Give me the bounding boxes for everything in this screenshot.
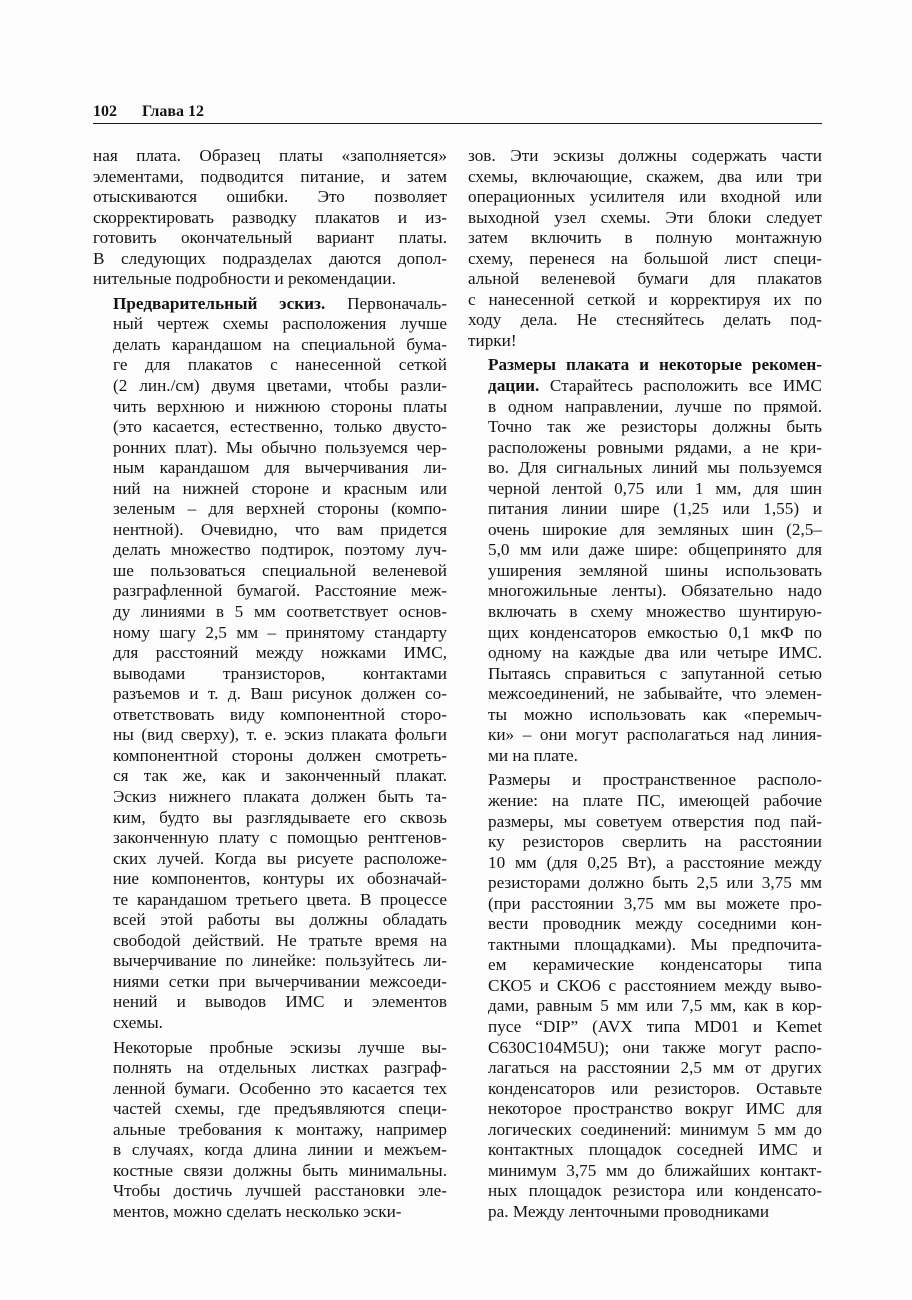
text-line: ний на нижней стороне и красным или bbox=[113, 478, 447, 498]
text-line: схемы. bbox=[113, 1012, 163, 1032]
text-line: костные связи должны быть минимальны. bbox=[113, 1160, 447, 1180]
text-line: ному шагу 2,5 мм – принятому стандарту bbox=[113, 622, 447, 642]
text-line: некоторое пространство вокруг ИМС для bbox=[488, 1099, 822, 1119]
text-line: ответствовать виду компонентной сторо- bbox=[113, 704, 447, 724]
text-line: полнять на отдельных листках разграф- bbox=[113, 1058, 447, 1078]
text-line: межсоединений, не забывайте, что элемен- bbox=[488, 684, 822, 704]
text-line: пусе “DIP” (AVX типа MD01 и Kemet bbox=[488, 1016, 822, 1036]
text-line: ная плата. Образец платы «заполняется» bbox=[93, 146, 447, 165]
paragraph-spatial-layout bbox=[468, 770, 822, 1222]
text-line: уширения земляной шины использовать bbox=[488, 560, 822, 580]
text-line: разграфленной бумагой. Расстояние меж- bbox=[113, 581, 447, 601]
text-line: свободой действий. Не тратьте время на bbox=[113, 930, 447, 950]
text-line: питания линии шире (1,25 или 1,55) и bbox=[488, 499, 822, 519]
text-line: (2 лин./см) двумя цветами, чтобы разли- bbox=[113, 376, 447, 396]
text-line: Размеры и пространственное располо- bbox=[488, 770, 822, 790]
paragraph-preliminary-sketch bbox=[93, 294, 447, 1034]
text-line: в одном направлении, лучше по прямой. bbox=[488, 396, 822, 416]
text-line: ным карандашом для вычерчивания ли- bbox=[113, 458, 447, 478]
text-line: В следующих подразделах даются допол- bbox=[93, 248, 447, 268]
text-line: делать карандашом на специальной бума- bbox=[113, 334, 447, 354]
text-line: операционных усилителя или входной или bbox=[468, 187, 822, 207]
text-line: конденсаторов или резисторов. Оставьте bbox=[488, 1078, 822, 1098]
text-line: схемы, включающие, скажем, два или три bbox=[468, 166, 822, 186]
text-line: затем включить в полную монтажную bbox=[468, 228, 822, 248]
text-line: ментов, можно сделать несколько эски- bbox=[113, 1201, 402, 1221]
text-line: многожильные ленты). Обязательно надо bbox=[488, 581, 822, 601]
text-line: (это касается, естественно, только двусто- bbox=[113, 417, 447, 437]
paragraph-trial-sketches bbox=[93, 1038, 447, 1223]
text-line: ду линиями в 5 мм соответствует основ- bbox=[113, 602, 447, 622]
text-line: 5,0 мм или даже шире: общепринято для bbox=[488, 540, 822, 560]
text-line: элементами, подводится питание, и затем bbox=[93, 166, 447, 186]
text-line: выводами транзисторов, контактами bbox=[113, 663, 447, 683]
text-line: разъемов и т. д. Ваш рисунок должен со- bbox=[113, 684, 447, 704]
text-line: (при расстоянии 3,75 мм вы можете про- bbox=[488, 893, 822, 913]
text-line: включать в схему множество шунтирую- bbox=[488, 602, 822, 622]
text-line: ше пользоваться специальной веленевой bbox=[113, 560, 447, 580]
text-line: зов. Эти эскизы должны содержать части bbox=[468, 146, 822, 165]
text-line: вычерчивание по линейке: пользуйтесь ли- bbox=[113, 951, 447, 971]
text-line: СКО5 и СКО6 с расстоянием между выво- bbox=[488, 975, 822, 995]
text-line: во. Для сигнальных линий мы пользуемся bbox=[488, 458, 822, 478]
section-heading-line bbox=[468, 355, 822, 376]
text-line: ронних плат). Мы обычно пользуемся чер- bbox=[113, 437, 447, 457]
text-line: законченную плату с помощью рентгенов- bbox=[113, 828, 447, 848]
chapter-title: Глава 12 bbox=[142, 103, 204, 120]
text-line: дами, равным 5 мм или 7,5 мм, как в кор- bbox=[488, 996, 822, 1016]
running-header bbox=[93, 103, 822, 124]
text-line: выходной узел схемы. Эти блоки следует bbox=[468, 207, 822, 227]
text-line: ние компонентов, контуры их обозначай- bbox=[113, 869, 447, 889]
text-line: с нанесенной сеткой и корректируя их по bbox=[468, 289, 822, 309]
paragraph-sizes-recommendations bbox=[468, 355, 822, 766]
text-line: для расстояний между ножками ИМС, bbox=[113, 643, 447, 663]
text-line: схему, перенеся на большой лист специ- bbox=[468, 248, 822, 268]
text-line: Эскиз нижнего плаката должен быть та- bbox=[113, 786, 447, 806]
text-line: ходу дела. Не стесняйтесь делать под- bbox=[468, 310, 822, 330]
text-line: ге для плакатов с нанесенной сеткой bbox=[113, 355, 447, 375]
text-line: одному на каждые два или четыре ИМС. bbox=[488, 643, 822, 663]
text-line: скорректировать разводку плакатов и из- bbox=[93, 207, 447, 227]
section-heading-sizes: Размеры плаката и некоторые рекомен- bbox=[488, 355, 822, 375]
paragraph-continuation bbox=[468, 146, 822, 351]
text-line: ских лучей. Когда вы рисуете расположе- bbox=[113, 848, 447, 868]
text-line: всей этой работы вы должны обладать bbox=[113, 910, 447, 930]
text-line: ся так же, как и законченный плакат. bbox=[113, 766, 447, 786]
text-line: черной лентой 0,75 или 1 мм, для шин bbox=[488, 478, 822, 498]
text-line: нений и выводов ИМС и элементов bbox=[113, 992, 447, 1012]
text-line: делать множество подтирок, поэтому луч- bbox=[113, 540, 447, 560]
paragraph-second-line: дации. Старайтесь расположить все ИМС bbox=[488, 376, 822, 396]
text-line: нентной). Очевидно, что вам придется bbox=[113, 519, 447, 539]
text-line: ны (вид сверху), т. е. эскиз плаката фольги bbox=[113, 725, 447, 745]
text-line: те карандашом третьего цвета. В процессе bbox=[113, 889, 447, 909]
text-line: ки» – они могут располагаться над линия- bbox=[488, 725, 822, 745]
page-number: 102 bbox=[93, 103, 117, 120]
text-line: компонентной стороны должен смотреть- bbox=[113, 745, 447, 765]
text-line: ных площадок резистора или конденсато- bbox=[488, 1181, 822, 1201]
text-line: жение: на плате ПС, имеющей рабочие bbox=[488, 790, 822, 810]
text-line: ким, будто вы разглядываете его сквозь bbox=[113, 807, 447, 827]
text-line: нительные подробности и рекомендации. bbox=[93, 269, 396, 289]
text-line: ра. Между ленточными проводниками bbox=[488, 1201, 770, 1221]
text-line: логических соединений: минимум 5 мм до bbox=[488, 1119, 822, 1139]
text-line: в случаях, когда длина линии и межъем- bbox=[113, 1140, 447, 1160]
text-line: Точно так же резисторы должны быть bbox=[488, 417, 822, 437]
text-line: Чтобы достичь лучшей расстановки эле- bbox=[113, 1181, 447, 1201]
text-line: расположены ровными рядами, а не кри- bbox=[488, 437, 822, 457]
text-line: ем керамические конденсаторы типа bbox=[488, 955, 822, 975]
text-line: лагаться на расстоянии 2,5 мм от других bbox=[488, 1058, 822, 1078]
text-line: ми на плате. bbox=[488, 745, 578, 765]
text-line: ку резисторов сверлить на расстоянии bbox=[488, 832, 822, 852]
text-line: минимум 3,75 мм до ближайших контакт- bbox=[488, 1160, 822, 1180]
section-heading-sizes-end: дации. bbox=[488, 376, 540, 396]
text-line: контактных площадок соседней ИМС и bbox=[488, 1140, 822, 1160]
text-line: тактными площадками). Мы предпочита- bbox=[488, 934, 822, 954]
text-line: частей схемы, где предъявляются специ- bbox=[113, 1099, 447, 1119]
section-heading-preliminary-sketch: Предварительный эскиз. bbox=[113, 293, 326, 313]
text-line: чить верхнюю и нижнюю стороны платы bbox=[113, 396, 447, 416]
text-line: размеры, мы советуем отверстия под пай- bbox=[488, 811, 822, 831]
text-line: ты можно использовать как «перемыч- bbox=[488, 704, 822, 724]
text-line: очень широкие для земляных шин (2,5– bbox=[488, 519, 822, 539]
text-line: готовить окончательный вариант платы. bbox=[93, 228, 447, 248]
text-line: отыскиваются ошибки. Это позволяет bbox=[93, 187, 447, 207]
text-line: ниями сетки при вычерчивании межсоеди- bbox=[113, 971, 447, 991]
text-line: вести проводник между соседними кон- bbox=[488, 914, 822, 934]
text-line: 10 мм (для 0,25 Вт), а расстояние между bbox=[488, 852, 822, 872]
paragraph-continuation bbox=[93, 146, 447, 290]
text-line: зеленым – для верхней стороны (компо- bbox=[113, 499, 447, 519]
left-column bbox=[93, 146, 447, 1222]
text-line: Пытаясь справиться с запутанной сетью bbox=[488, 663, 822, 683]
text-line: ный чертеж схемы расположения лучше bbox=[113, 314, 447, 334]
text-line: альной веленевой бумаги для плакатов bbox=[468, 269, 822, 289]
text-line: тирки! bbox=[468, 330, 517, 350]
text-line: ленной бумаги. Особенно это касается тех bbox=[113, 1078, 447, 1098]
right-column bbox=[468, 146, 822, 1222]
text-line: резисторами должно быть 2,5 или 3,75 мм bbox=[488, 873, 822, 893]
text-line: Некоторые пробные эскизы лучше вы- bbox=[113, 1037, 447, 1057]
text-line: альные требования к монтажу, например bbox=[113, 1119, 447, 1139]
paragraph-first-line: Предварительный эскиз. Первоначаль- bbox=[113, 293, 447, 313]
text-line: щих конденсаторов емкостью 0,1 мкФ по bbox=[488, 622, 822, 642]
text-line: C630C104M5U); они также могут распо- bbox=[488, 1037, 822, 1057]
